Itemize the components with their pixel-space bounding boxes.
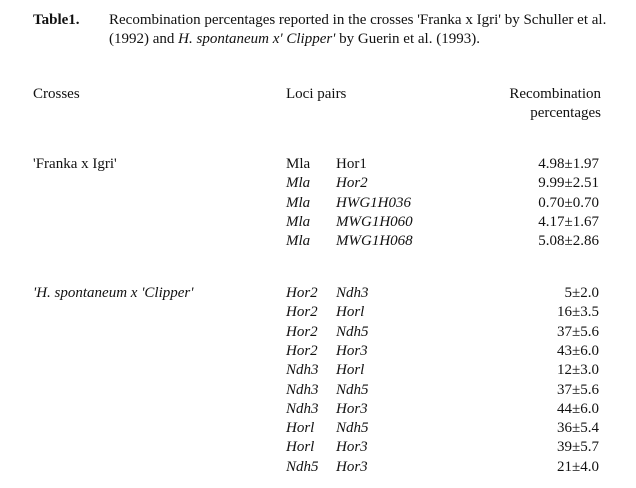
recombination-value: 37±5.6: [557, 382, 599, 398]
locus-b: Hor1: [336, 156, 367, 172]
locus-b: Hor2: [336, 175, 368, 191]
recombination-value: 44±6.0: [557, 401, 599, 417]
locus-b: Horl: [336, 304, 365, 320]
recombination-value: 21±4.0: [557, 459, 599, 475]
recombination-value: 37±5.6: [557, 324, 599, 340]
header-rec-line2: percentages: [530, 105, 601, 121]
recombination-value: 39±5.7: [557, 439, 599, 455]
table-caption-text: [109, 11, 614, 49]
locus-a: Hor2: [286, 324, 318, 340]
locus-b: Hor3: [336, 401, 368, 417]
caption-part: 1992) and: [114, 31, 179, 47]
locus-a: Hor2: [286, 343, 318, 359]
recombination-value: 9.99±2.51: [538, 175, 599, 191]
locus-b: Hor3: [336, 459, 368, 475]
caption-part: by Guerin et al. (1993).: [335, 31, 480, 47]
recombination-value: 4.17±1.67: [538, 214, 599, 230]
locus-a: Ndh3: [286, 382, 319, 398]
locus-a: Mla: [286, 214, 311, 230]
locus-b: Ndh5: [336, 420, 369, 436]
locus-b: MWG1H068: [336, 233, 413, 249]
header-rec-line1: Recombination: [509, 86, 601, 102]
recombination-value: 5±2.0: [564, 285, 599, 301]
header-crosses: Crosses: [33, 86, 80, 102]
recombination-value: 4.98±1.97: [538, 156, 599, 172]
locus-a: Ndh3: [286, 362, 319, 378]
locus-a: Mla: [286, 195, 311, 211]
header-loci-pairs: Loci pairs: [286, 86, 347, 102]
header-recombination: [509, 85, 601, 123]
locus-b: Hor3: [336, 439, 368, 455]
locus-b: Hor3: [336, 343, 368, 359]
locus-b: HWG1H036: [336, 195, 411, 211]
locus-b: Ndh5: [336, 382, 369, 398]
locus-a: Mla: [286, 156, 311, 172]
recombination-value: 0.70±0.70: [538, 195, 599, 211]
caption-part: Recombination percentages reported in the crosses 'Franka x Igri' by Schuller et al.: [109, 12, 607, 28]
locus-a: Horl: [286, 439, 315, 455]
recombination-value: 16±3.5: [557, 304, 599, 320]
locus-a: Mla: [286, 233, 311, 249]
locus-a: Ndh3: [286, 401, 319, 417]
locus-a: Hor2: [286, 304, 318, 320]
locus-b: Horl: [336, 362, 365, 378]
recombination-value: 36±5.4: [557, 420, 599, 436]
locus-a: Horl: [286, 420, 315, 436]
locus-a: Mla: [286, 175, 311, 191]
locus-b: Ndh5: [336, 324, 369, 340]
recombination-value: 12±3.0: [557, 362, 599, 378]
locus-a: Ndh5: [286, 459, 319, 475]
cross-name: 'H. spontaneum x 'Clipper': [33, 285, 194, 301]
locus-a: Hor2: [286, 285, 318, 301]
caption-part: (: [109, 31, 114, 47]
recombination-value: 43±6.0: [557, 343, 599, 359]
locus-b: MWG1H060: [336, 214, 413, 230]
caption-part: H. spontaneum x' Clipper': [178, 31, 336, 47]
cross-name: 'Franka x Igri': [33, 156, 117, 172]
locus-b: Ndh3: [336, 285, 369, 301]
recombination-value: 5.08±2.86: [538, 233, 599, 249]
table-caption-label: Table1.: [33, 12, 80, 28]
